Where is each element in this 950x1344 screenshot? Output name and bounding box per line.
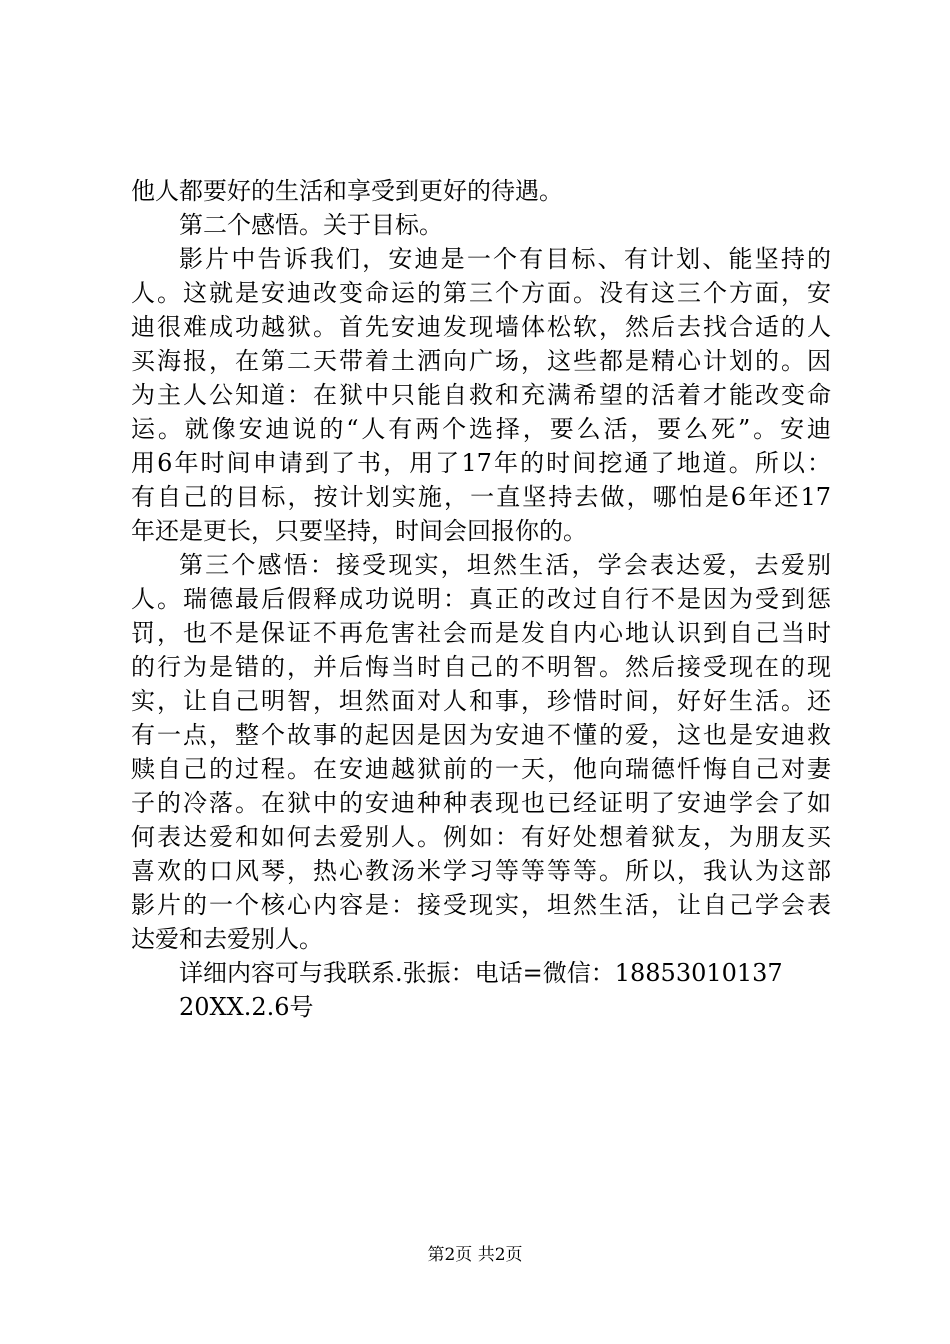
text-line: 人。这就是安迪改变命运的第三个方面。没有这三个方面，安 [131, 279, 831, 307]
text-line: 子的冷落。在狱中的安迪种种表现也已经证明了安迪学会了如 [131, 789, 831, 817]
text-line: 人。瑞德最后假释成功说明：真正的改过自行不是因为受到惩 [131, 585, 831, 613]
text-line: 详细内容可与我联系.张振：电话=微信：18853010137 [179, 959, 783, 987]
text-line: 年还是更长，只要坚持，时间会回报你的。 [131, 517, 587, 545]
text-line: 影片中告诉我们，安迪是一个有目标、有计划、能坚持的 [179, 245, 831, 273]
text-line: 有自己的目标，按计划实施，一直坚持去做，哪怕是6年还17 [131, 483, 831, 511]
text-line: 有一点，整个故事的起因是因为安迪不懂的爱，这也是安迪救 [131, 721, 831, 749]
text-line: 达爱和去爱别人。 [131, 925, 323, 953]
text-line: 影片的一个核心内容是：接受现实，坦然生活，让自己学会表 [131, 891, 831, 919]
page-footer: 第2页 共2页 [427, 1245, 523, 1265]
text-line: 实，让自己明智，坦然面对人和事，珍惜时间，好好生活。还 [131, 687, 831, 715]
text-line: 为主人公知道：在狱中只能自救和充满希望的活着才能改变命 [131, 381, 831, 409]
text-line: 喜欢的口风琴，热心教汤米学习等等等等。所以，我认为这部 [131, 857, 831, 885]
text-line: 何表达爱和如何去爱别人。例如：有好处想着狱友，为朋友买 [131, 823, 831, 851]
text-line: 运。就像安迪说的“人有两个选择，要么活，要么死”。安迪 [131, 415, 831, 443]
text-line: 20XX.2.6号 [179, 993, 314, 1021]
text-line: 迪很难成功越狱。首先安迪发现墙体松软，然后去找合适的人 [131, 313, 831, 341]
text-line: 第二个感悟。关于目标。 [179, 211, 443, 239]
text-line: 买海报，在第二天带着土洒向广场，这些都是精心计划的。因 [131, 347, 831, 375]
text-line: 用6年时间申请到了书，用了17年的时间挖通了地道。所以： [131, 449, 831, 477]
document-body [131, 174, 831, 1024]
text-line: 赎自己的过程。在安迪越狱前的一天，他向瑞德忏悔自己对妻 [131, 755, 831, 783]
text-line: 罚，也不是保证不再危害社会而是发自内心地认识到自己当时 [131, 619, 831, 647]
text-line: 第三个感悟：接受现实，坦然生活，学会表达爱，去爱别 [179, 551, 831, 579]
text-line: 的行为是错的，并后悔当时自己的不明智。然后接受现在的现 [131, 653, 831, 681]
text-line: 他人都要好的生活和享受到更好的待遇。 [131, 177, 563, 205]
